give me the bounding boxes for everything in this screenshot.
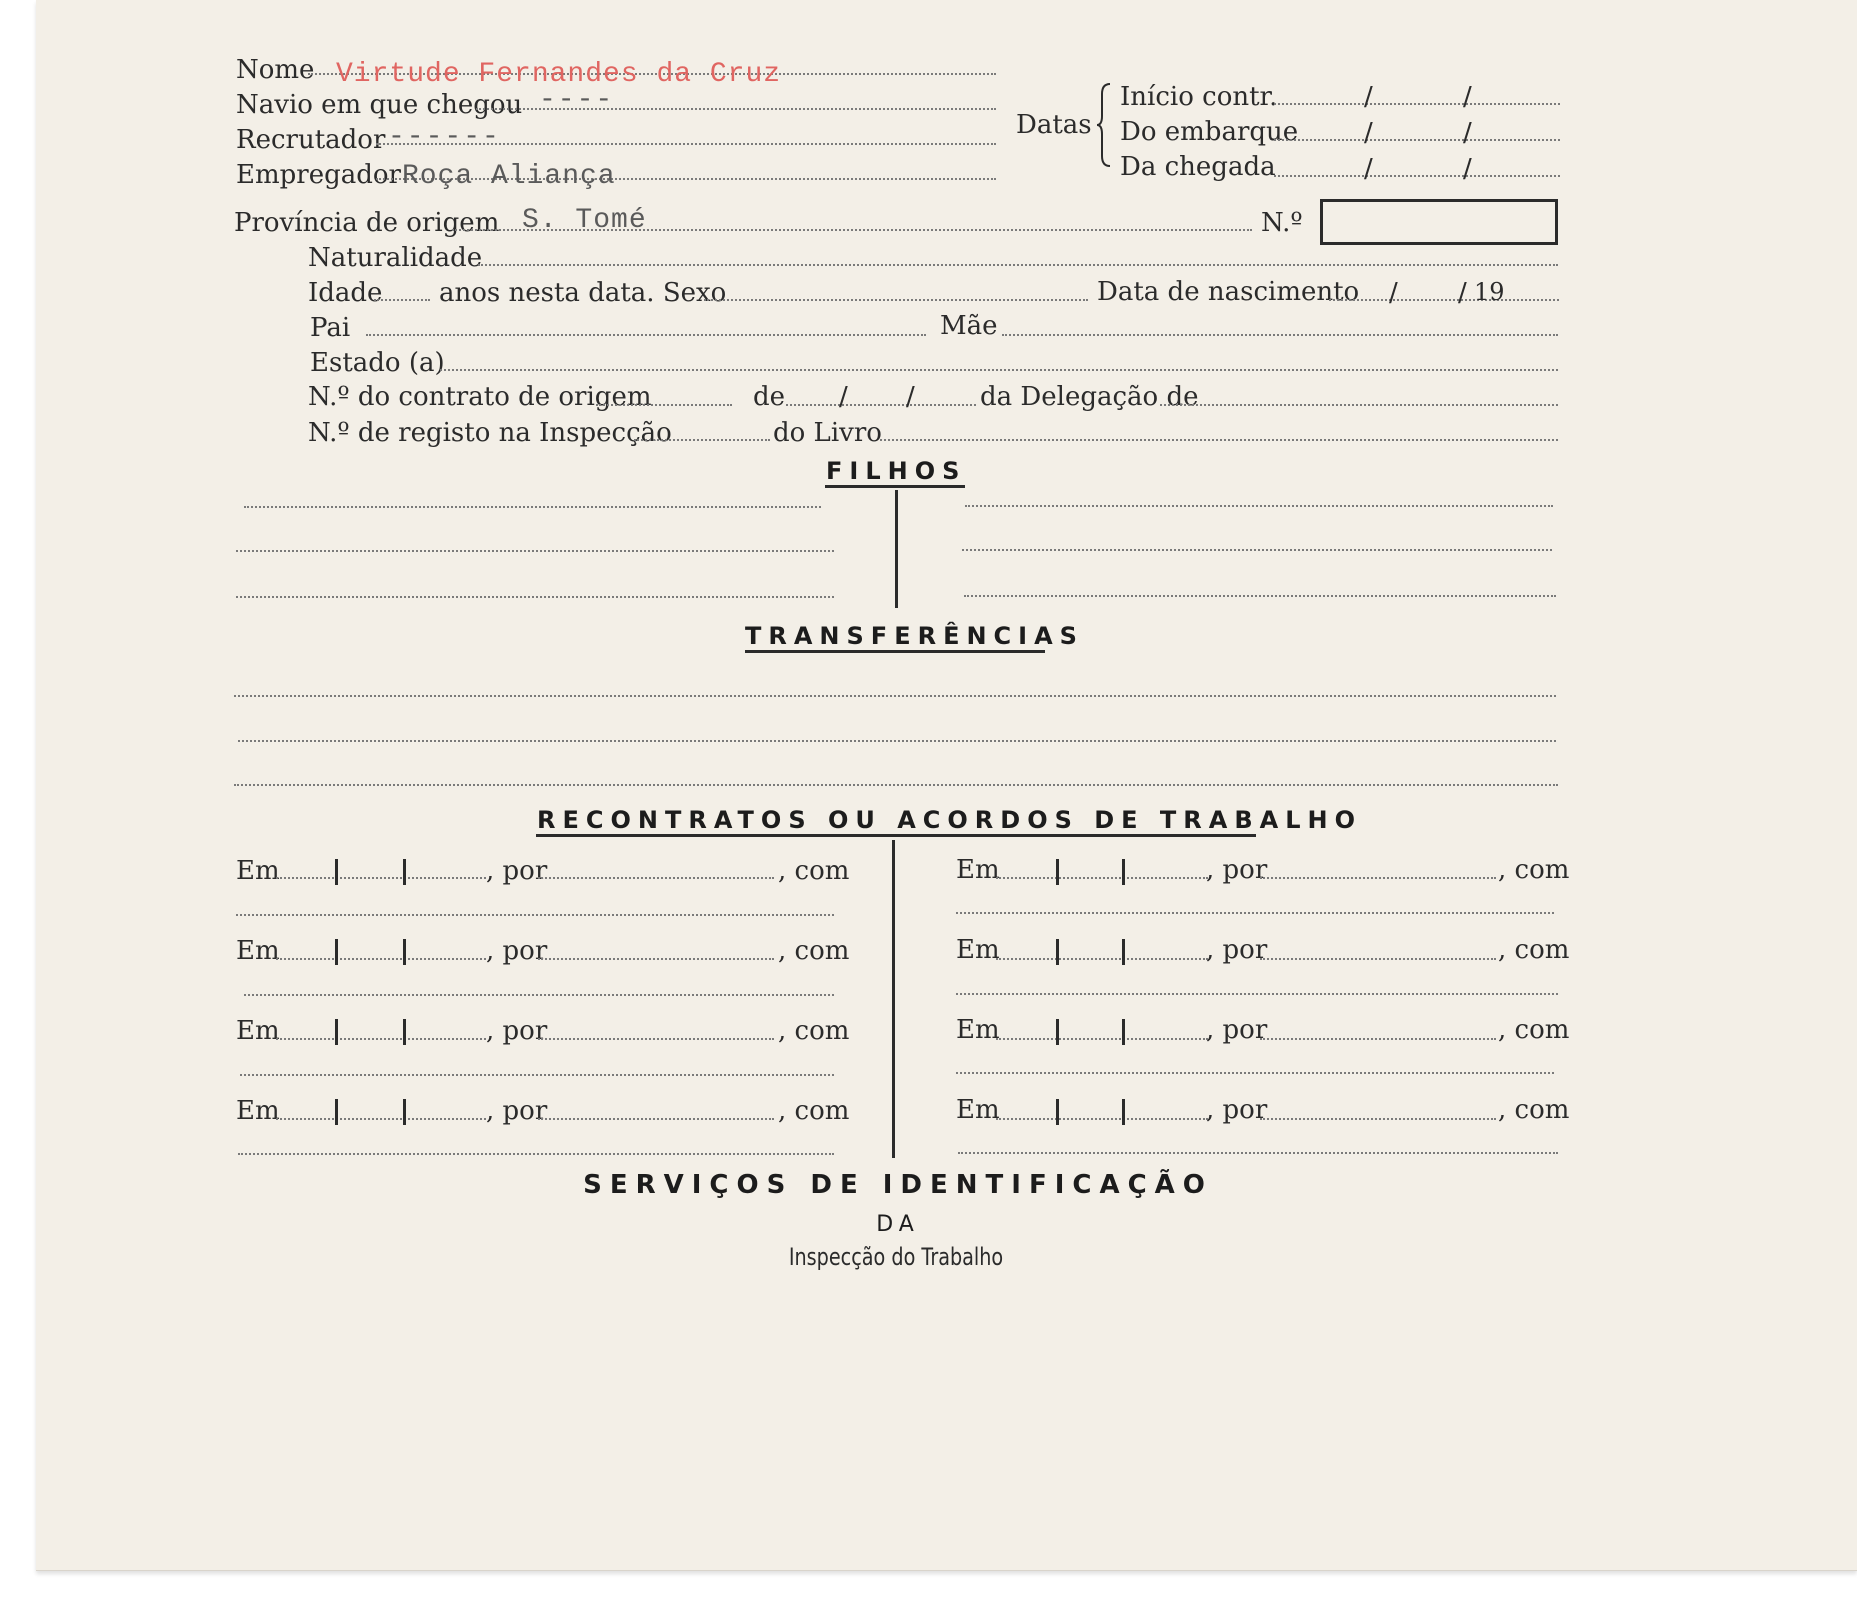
entry-date-line xyxy=(996,1118,1208,1120)
datas-label: Datas xyxy=(1016,110,1092,140)
entry-second-line xyxy=(958,1152,1558,1154)
date-separator xyxy=(1056,859,1059,885)
entry-em-label: Em xyxy=(236,1096,280,1126)
slash: / xyxy=(1364,154,1373,184)
livro-line xyxy=(880,439,1558,441)
footer-title: SERVIÇOS DE IDENTIFICAÇÃO xyxy=(583,1170,1213,1200)
slash: / xyxy=(839,382,848,412)
filhos-line xyxy=(964,595,1556,597)
provincia-value: S. Tomé xyxy=(522,205,647,236)
contrato-line xyxy=(596,404,732,406)
entry-com-label: , com xyxy=(1498,855,1570,885)
entry-date-line xyxy=(996,958,1208,960)
transferencias-underline xyxy=(745,650,1045,653)
nome-value: Virtude Fernandes da Cruz xyxy=(336,59,782,90)
entry-por-label: , por xyxy=(486,936,548,966)
entry-em-label: Em xyxy=(236,856,280,886)
entry-por-label: , por xyxy=(486,856,548,886)
filhos-divider xyxy=(895,490,898,608)
nome-label: Nome xyxy=(236,55,315,85)
entry-por-line xyxy=(1260,1118,1496,1120)
slash: / xyxy=(1364,118,1373,148)
entry-em-label: Em xyxy=(236,1016,280,1046)
entry-date-line xyxy=(276,1118,486,1120)
transferencias-line xyxy=(234,695,1556,697)
slash: / xyxy=(1463,82,1472,112)
contrato-label: N.º do contrato de origem xyxy=(308,382,652,412)
entry-second-line xyxy=(236,914,834,916)
date-separator xyxy=(335,859,338,885)
entry-por-label: , por xyxy=(1206,1095,1268,1125)
slash: / xyxy=(906,382,915,412)
entry-por-line xyxy=(538,958,774,960)
estado-label: Estado (a) xyxy=(310,348,445,378)
delegacao-line xyxy=(1160,404,1558,406)
slash: / xyxy=(1458,278,1467,308)
entry-second-line xyxy=(956,912,1554,914)
livro-label: do Livro xyxy=(773,418,882,448)
entry-com-label: , com xyxy=(1498,1015,1570,1045)
idade-line xyxy=(374,299,430,301)
date-separator xyxy=(1122,859,1125,885)
datas-row-1-label: Início contr. xyxy=(1120,82,1278,112)
slash: / xyxy=(1463,118,1472,148)
entry-por-label: , por xyxy=(1206,855,1268,885)
naturalidade-line xyxy=(478,264,1558,266)
naturalidade-label: Naturalidade xyxy=(308,243,483,273)
filhos-heading: FILHOS xyxy=(826,457,967,485)
entry-em-label: Em xyxy=(236,936,280,966)
anos-sexo-label: anos nesta data. Sexo xyxy=(439,278,727,308)
date-separator xyxy=(403,1019,406,1045)
entry-por-label: , por xyxy=(1206,935,1268,965)
datas-row-2-label: Do embarque xyxy=(1120,117,1299,147)
date-separator xyxy=(403,859,406,885)
entry-com-label: , com xyxy=(1498,935,1570,965)
datas-row-1-line xyxy=(1274,103,1560,105)
entry-com-label: , com xyxy=(1498,1095,1570,1125)
navio-value: ---- xyxy=(539,85,615,116)
filhos-line xyxy=(962,549,1552,551)
mae-label: Mãe xyxy=(940,311,998,341)
footer-subtitle: Inspecção do Trabalho xyxy=(788,1243,1004,1271)
entry-por-label: , por xyxy=(486,1096,548,1126)
date-separator xyxy=(1056,1099,1059,1125)
nascimento-year: 19 xyxy=(1474,278,1505,306)
recrutador-label: Recrutador xyxy=(236,125,386,155)
entry-second-line xyxy=(240,1074,834,1076)
numero-box xyxy=(1320,199,1558,245)
entry-por-label: , por xyxy=(486,1016,548,1046)
entry-por-label: , por xyxy=(1206,1015,1268,1045)
entry-date-line xyxy=(276,958,486,960)
date-separator xyxy=(335,1099,338,1125)
datas-row-3-label: Da chegada xyxy=(1120,152,1276,182)
entry-em-label: Em xyxy=(956,1015,1000,1045)
entry-date-line xyxy=(276,1038,486,1040)
entry-date-line xyxy=(276,877,486,879)
pai-label: Pai xyxy=(310,313,351,343)
entry-date-line xyxy=(996,877,1208,879)
entry-por-line xyxy=(1260,877,1496,879)
recontratos-underline xyxy=(536,834,1256,837)
date-separator xyxy=(1056,939,1059,965)
entry-por-line xyxy=(1260,958,1496,960)
numero-label: N.º xyxy=(1261,208,1303,238)
provincia-label: Província de origem xyxy=(234,208,500,238)
recontratos-divider xyxy=(892,840,895,1158)
entry-com-label: , com xyxy=(778,856,850,886)
entry-com-label: , com xyxy=(778,1096,850,1126)
entry-por-line xyxy=(538,877,774,879)
entry-second-line xyxy=(244,994,834,996)
delegacao-label: da Delegação de xyxy=(980,382,1199,412)
recrutador-value: ------ xyxy=(388,122,501,153)
date-separator xyxy=(1056,1019,1059,1045)
datas-brace-icon xyxy=(1096,82,1116,168)
contrato-de-label: de xyxy=(753,382,786,412)
mae-line xyxy=(1002,334,1558,336)
sexo-line xyxy=(704,299,1088,301)
datas-row-2-line xyxy=(1274,139,1560,141)
idade-label: Idade xyxy=(308,278,383,308)
estado-line xyxy=(440,369,1558,371)
date-separator xyxy=(403,939,406,965)
footer-da: DA xyxy=(876,1212,920,1237)
entry-com-label: , com xyxy=(778,1016,850,1046)
entry-por-line xyxy=(1260,1038,1496,1040)
date-separator xyxy=(335,939,338,965)
entry-por-line xyxy=(538,1118,774,1120)
identification-card xyxy=(36,0,1857,1571)
entry-second-line xyxy=(956,1072,1554,1074)
date-separator xyxy=(1122,1099,1125,1125)
entry-por-line xyxy=(538,1038,774,1040)
transferencias-line xyxy=(238,740,1556,742)
empregador-label: Empregador xyxy=(236,160,401,190)
slash: / xyxy=(1463,154,1472,184)
filhos-line xyxy=(965,505,1553,507)
slash: / xyxy=(1364,82,1373,112)
entry-em-label: Em xyxy=(956,1095,1000,1125)
date-separator xyxy=(1122,939,1125,965)
entry-date-line xyxy=(996,1038,1208,1040)
entry-second-line xyxy=(956,993,1558,995)
pai-line xyxy=(366,334,926,336)
nascimento-line xyxy=(1329,299,1559,301)
slash: / xyxy=(1389,278,1398,308)
filhos-line xyxy=(236,596,834,598)
datas-row-3-line xyxy=(1274,175,1560,177)
registo-line xyxy=(634,439,770,441)
entry-em-label: Em xyxy=(956,855,1000,885)
navio-label: Navio em que chegou xyxy=(236,90,523,120)
filhos-line xyxy=(244,506,821,508)
transferencias-heading: TRANSFERÊNCIAS xyxy=(745,622,1084,650)
recontratos-heading: RECONTRATOS OU ACORDOS DE TRABALHO xyxy=(537,806,1362,834)
entry-com-label: , com xyxy=(778,936,850,966)
nascimento-label: Data de nascimento xyxy=(1097,277,1360,307)
filhos-underline xyxy=(825,485,965,488)
empregador-value: Roça Aliança xyxy=(402,161,616,192)
transferencias-line xyxy=(234,784,1558,786)
filhos-line xyxy=(236,550,834,552)
registo-label: N.º de registo na Inspecção xyxy=(308,418,672,448)
date-separator xyxy=(1122,1019,1125,1045)
contrato-date-line xyxy=(786,404,976,406)
date-separator xyxy=(403,1099,406,1125)
date-separator xyxy=(335,1019,338,1045)
entry-second-line xyxy=(238,1153,834,1155)
entry-em-label: Em xyxy=(956,935,1000,965)
